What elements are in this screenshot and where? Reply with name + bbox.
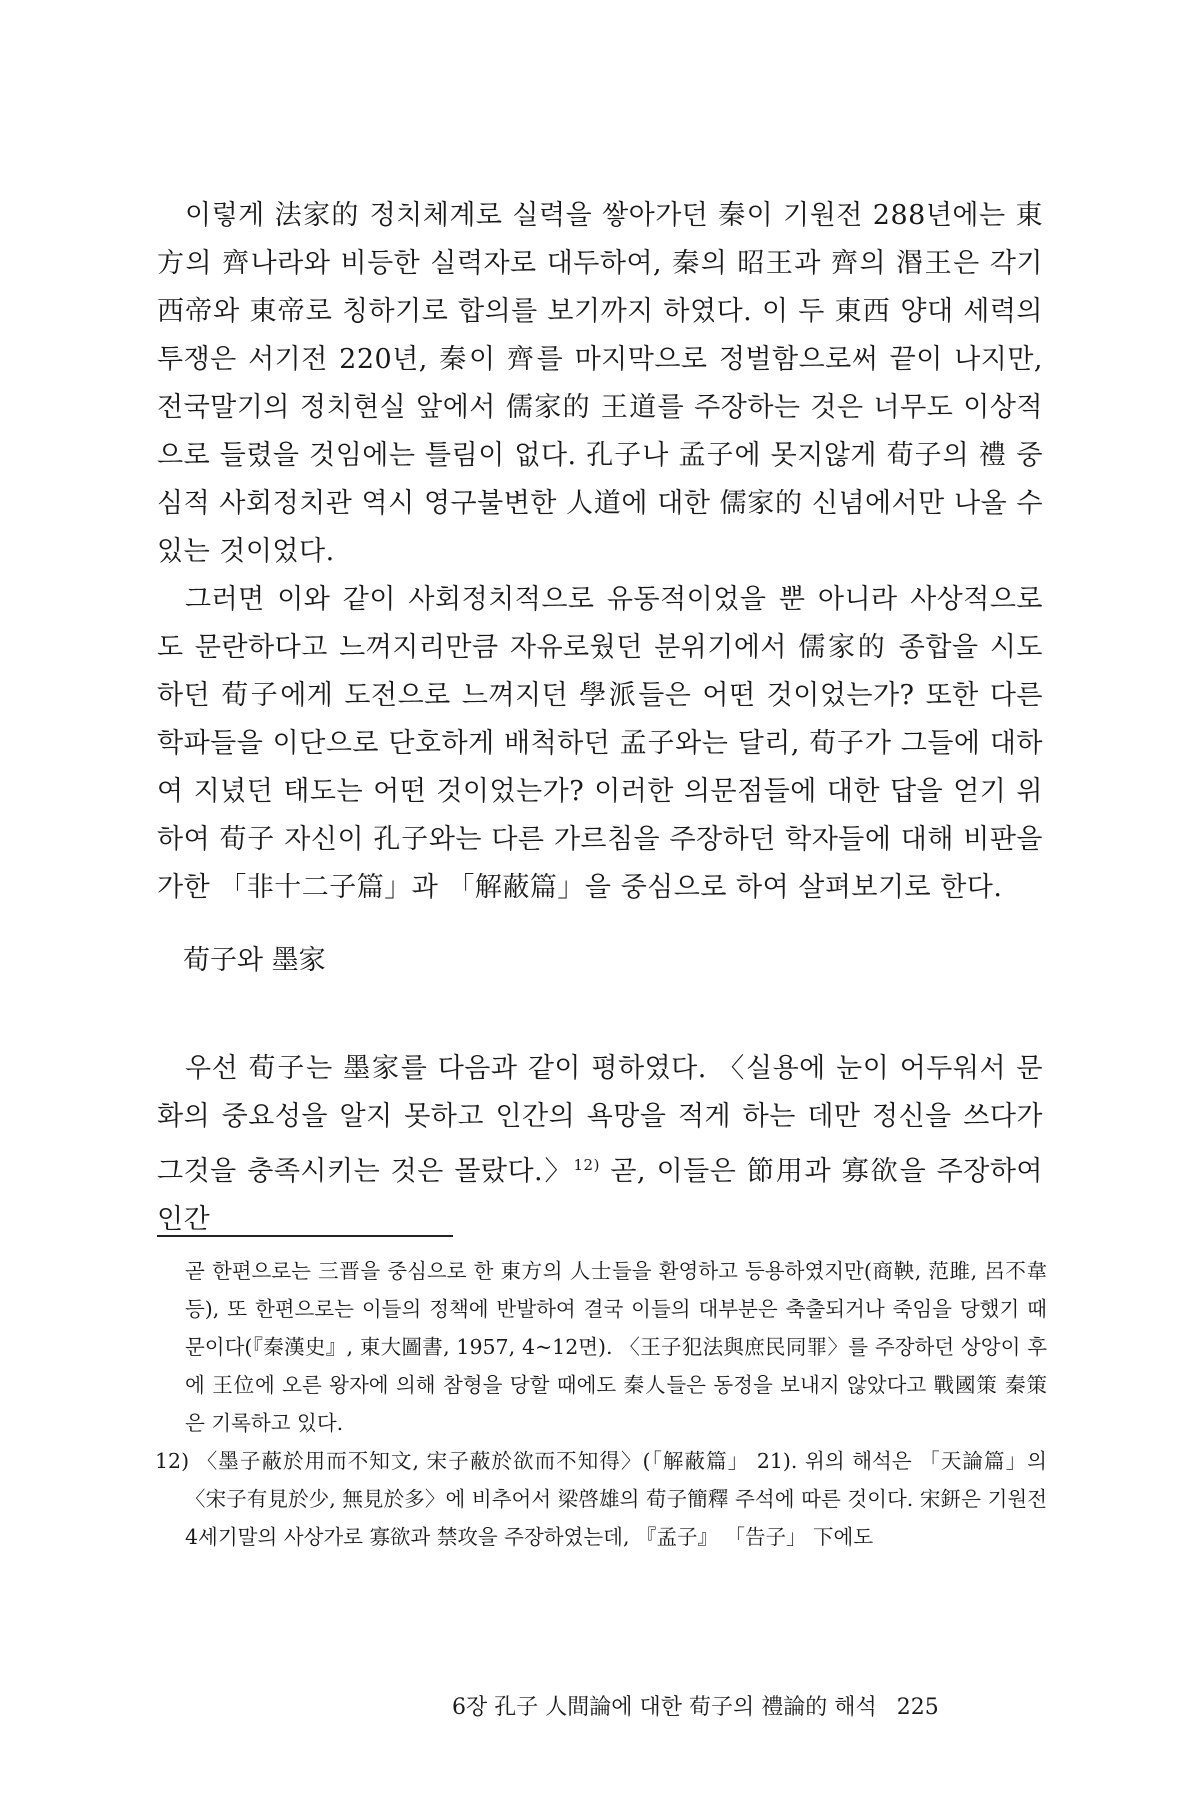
page-number: 225 (896, 1695, 939, 1720)
footnote-continuation: 곧 한편으로는 三晋을 중심으로 한 東方의 人士들을 환영하고 등용하였지만(商鞅, 范雎, 呂不韋 등), 또 한편으로는 이들의 정책에 반발하여 결국 이들의 대부분은 축출되거나 죽임을 당했기 때문이다(『秦漢史』, 東大圖書, 1957, 4~12면). 〈王子犯法與庶民同罪〉를 주장하던 상앙이 후에 王位에 오른 왕자에 의해 참형을 당할 때에도 秦人들은 동정을 보내지 않았다고 戰國策 秦策은 기록하고 있다. (185, 1259, 1047, 1435)
footnotes (157, 1252, 1047, 1556)
paragraph-text-after: 곧, 이들은 節用과 寡欲을 주장하여 인간 (157, 1156, 1043, 1235)
chapter-title: 6장 孔子 人間論에 대한 荀子의 禮論的 해석 (452, 1695, 877, 1720)
paragraph-text (157, 1045, 1043, 1244)
footnote-text: 〈墨子蔽於用而不知文, 宋子蔽於欲而不知得〉(「解蔽篇」 21). 위의 해석은 「天論篇」의 〈宋子有見於少, 無見於多〉에 비추어서 梁啓雄의 荀子簡釋 주석에 따른 것이다. 宋鈃은 기원전 4세기말의 사상가로 寡欲과 禁攻을 주장하였는데, 『孟子』 「告子」 下에도 (185, 1449, 1047, 1549)
running-footer (452, 1692, 939, 1724)
footnote-number: 12) (155, 1449, 190, 1473)
body-paragraph-1 (157, 192, 1043, 576)
footnote-reference: 12) (573, 1156, 600, 1174)
body-paragraph-2 (157, 576, 1043, 912)
paragraph-text: 이렇게 法家的 정치체계로 실력을 쌓아가던 秦이 기원전 288년에는 東方의 齊나라와 비등한 실력자로 대두하여, 秦의 昭王과 齊의 湣王은 각기 西帝와 東帝로 칭하기로 합의를 보기까지 하였다. 이 두 東西 양대 세력의 투쟁은 서기전 220년, 秦이 齊를 마지막으로 정벌함으로써 끝이 나지만, 전국말기의 정치현실 앞에서 儒家的 王道를 주장하는 것은 너무도 이상적으로 들렸을 것임에는 틀림이 없다. 孔子나 孟子에 못지않게 荀子의 禮 중심적 사회정치관 역시 영구불변한 人道에 대한 儒家的 신념에서만 나올 수 있는 것이었다. (157, 200, 1043, 567)
body-paragraph-3 (157, 1045, 1043, 1244)
paragraph-text: 그러면 이와 같이 사회정치적으로 유동적이었을 뿐 아니라 사상적으로도 문란하다고 느껴지리만큼 자유로웠던 분위기에서 儒家的 종합을 시도하던 荀子에게 도전으로 느껴지던 學派들은 어떤 것이었는가? 또한 다른 학파들을 이단으로 단호하게 배척하던 孟子와는 달리, 荀子가 그들에 대하여 지녔던 태도는 어떤 것이었는가? 이러한 의문점들에 대한 답을 얻기 위하여 荀子 자신이 孔子와는 다른 가르침을 주장하던 학자들에 대해 비판을 가한 「非十二子篇」과 「解蔽篇」을 중심으로 하여 살펴보기로 한다. (157, 584, 1043, 903)
footnote-item (157, 1442, 1047, 1556)
footnote-separator (157, 1235, 453, 1237)
section-heading: 荀子와 墨家 (183, 945, 326, 976)
paragraph-text-before: 우선 荀子는 墨家를 다음과 같이 평하였다. 〈실용에 눈이 어두워서 문화의 중요성을 알지 못하고 인간의 욕망을 적게 하는 데만 정신을 쓰다가 그것을 충족시키는 것은 몰랐다.〉 (157, 1053, 1043, 1187)
